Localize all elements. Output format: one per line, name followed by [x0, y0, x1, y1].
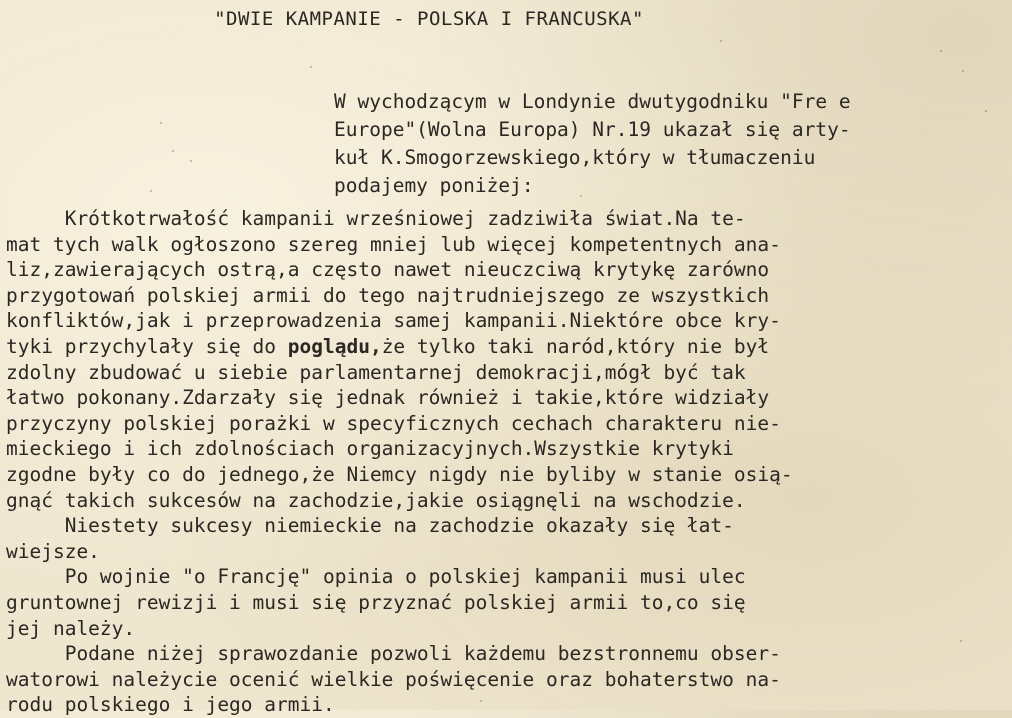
- body-line: gnąć takich sukcesów na zachodzie,jakie osiągnęli na wschodzie.: [6, 488, 746, 512]
- body-line: mieckiego i ich zdolnościach organizacyjnych.Wszystkie krytyki: [6, 437, 734, 461]
- body-text: [6, 206, 1006, 718]
- paper-speck: [160, 122, 162, 124]
- paper-speck: [985, 110, 987, 112]
- body-line: konfliktów,jak i przeprowadzenia samej kampanii.Niektóre obce kry-: [6, 309, 781, 333]
- body-line: Podane niżej sprawozdanie pozwoli każdemu bezstronnemu obser-: [6, 642, 781, 666]
- body-line: łatwo pokonany.Zdarzały się jednak również i takie,które widziały: [6, 386, 770, 410]
- body-line: mat tych walk ogłoszono szereg mniej lub więcej kompetentnych ana-: [6, 232, 781, 256]
- intro-line: Europe"(Wolna Europa) Nr.19 ukazał się arty-: [334, 118, 851, 141]
- paper-speck: [962, 70, 964, 72]
- document-title-text: "DWIE KAMPANIE - POLSKA I FRANCUSKA": [214, 8, 644, 30]
- paper-speck: [30, 555, 32, 557]
- paper-speck: [190, 160, 192, 162]
- intro-paragraph: [334, 88, 994, 200]
- paper-speck: [720, 40, 722, 42]
- document-title: [0, 8, 1012, 30]
- body-line: zdolny zbudować u siebie parlamentarnej demokracji,mógł być tak: [6, 360, 746, 384]
- body-line-end: że tylko taki naród,który nie był: [381, 334, 770, 358]
- intro-line: podajemy poniżej:: [334, 174, 534, 197]
- paper-speck: [172, 150, 174, 152]
- body-line: wiejsze.: [6, 539, 100, 563]
- body-line: Niestety sukcesy niemieckie na zachodzie okazały się łat-: [6, 514, 734, 538]
- paper-speck: [940, 50, 942, 52]
- paper-speck: [580, 195, 582, 197]
- body-line-start: tyki przychylały się do: [6, 334, 288, 358]
- bold-word: poglądu,: [287, 334, 382, 358]
- paper-speck: [150, 190, 152, 192]
- intro-line: W wychodzącym w Londynie dwutygodniku "Fre e: [334, 90, 851, 113]
- body-line: Krótkotrwałość kampanii wrześniowej zadziwiła świat.Na te-: [6, 207, 746, 230]
- body-line: przygotowań polskiej armii do tego najtrudniejszego ze wszystkich: [6, 283, 770, 307]
- body-line-with-bold: [6, 334, 1006, 360]
- body-line: liz,zawierających ostrą,a często nawet nieuczciwą krytykę zarówno: [6, 258, 770, 282]
- paper-speck: [310, 66, 312, 68]
- body-line: gruntownej rewizji i musi się przyznać polskiej armii to,co się: [6, 590, 746, 614]
- body-line: przyczyny polskiej porażki w specyficznych cechach charakteru nie-: [6, 411, 781, 435]
- body-line: watorowi należycie ocenić wielkie poświęcenie oraz bohaterstwo na-: [6, 667, 781, 691]
- intro-line: kuł K.Smogorzewskiego,który w tłumaczeniu: [334, 146, 816, 169]
- body-line: zgodne były co do jednego,że Niemcy nigdy nie byliby w stanie osią-: [6, 462, 793, 486]
- body-line: rodu polskiego i jego armii.: [6, 693, 335, 717]
- body-line: Po wojnie "o Francję" opinia o polskiej kampanii musi ulec: [6, 565, 746, 589]
- paper-speck: [960, 640, 962, 642]
- body-line: jej należy.: [6, 616, 136, 640]
- paper-speck: [480, 700, 482, 702]
